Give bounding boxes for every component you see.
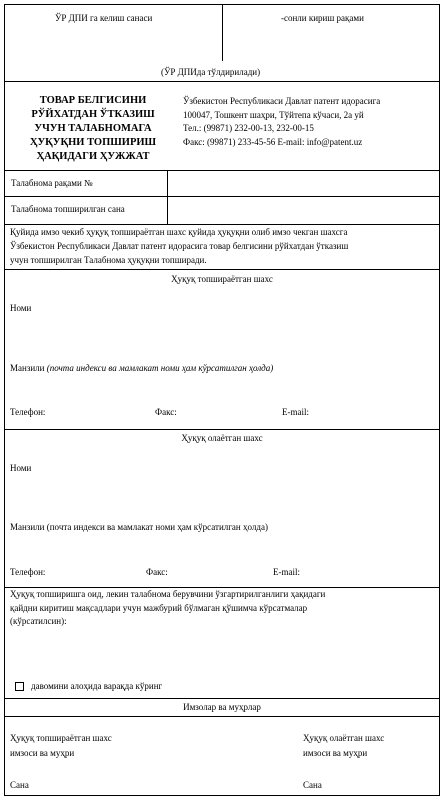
assignor-date-label: Сана [10,780,29,790]
document-title [19,94,167,164]
divider [5,170,439,171]
receipt-date-label: ЎР ДПИ га келиш санаси [55,13,153,23]
office-address [183,95,380,149]
continue-checkbox[interactable] [15,682,24,691]
assignor-email-label: E-mail: [282,407,309,417]
divider [5,269,439,270]
application-number-label: Талабнома рақами № [11,178,93,188]
header-divider [222,5,223,61]
signature-line: Ҳуқуқ олаётган шахс [303,733,385,743]
entry-number-label: -сонли кириш рақами [281,13,364,23]
title-line: РЎЙХАТДАН ЎТКАЗИШ [31,109,155,120]
divider [5,429,439,430]
address-line: Тел.: (99871) 232-00-13, 232-00-15 [183,123,314,133]
title-line: ҲАҚИДАГИ ҲУЖЖАТ [36,151,150,162]
address-label-text: Манзили [10,363,45,373]
statement-line: Қуйида имзо чекиб ҳуқуқ топшираётган шахс қуйида ҳуқуқни олиб имзо чекган шахсга [10,227,348,237]
assignor-fax-label: Факс: [155,407,177,417]
assignor-phone-label: Телефон: [10,407,46,417]
assignor-name-label: Номи [10,303,32,313]
assignee-address-label: Манзили (почта индекси ва мамлакат номи ҳам кўрсатилган ҳолда) [10,522,268,532]
assignee-heading: Ҳуқуқ олаётган шахс [181,433,263,443]
assignee-date-label: Сана [303,780,322,790]
assignor-address-label [10,363,273,373]
statement-line: учун топширилган Талабнома ҳуқуқни топширади. [10,255,207,265]
divider [5,716,439,717]
divider [5,81,439,82]
assignee-phone-label: Телефон: [10,567,46,577]
assignment-form [4,4,440,796]
assignee-signature [303,731,384,761]
assignor-signature [10,731,112,761]
signature-line: имзоси ва муҳри [303,748,368,758]
statement-line: Ўзбекистон Республикаси Давлат патент идорасига товар белгисини рўйхатдан ўтказиш [10,241,349,251]
filled-by-label: (ЎР ДПИда тўлдирилади) [161,67,261,77]
title-line: ҲУҚУҚНИ ТОПШИРИШ [29,137,157,148]
continue-label: давомини алоҳида варақда кўринг [31,681,163,691]
assignee-fax-label: Факс: [146,567,168,577]
filing-date-label: Талабнома топширилган сана [11,204,125,214]
assignee-name-label: Номи [10,463,32,473]
address-hint: (почта индекси ва мамлакат номи ҳам кўрсатилган ҳолда) [46,363,274,373]
signatures-heading: Имзолар ва муҳрлар [183,702,261,712]
assignee-email-label: E-mail: [273,567,300,577]
divider [5,196,439,197]
address-line: Факс: (99871) 233-45-56 E-mail: info@patent.uz [183,136,363,147]
address-line: Ўзбекистон Республикаси Давлат патент идорасига [183,96,381,106]
instructions-line: қайдни киритиш мақсадлари учун мажбурий бўлмаган қўшимча кўрсатмалар [10,602,308,613]
assignor-heading: Ҳуқуқ топшираётган шахс [171,274,273,284]
application-number-field[interactable] [173,173,435,193]
instructions-line: Ҳуқуқ топширишга оид, лекин талабнома берувчини ўзгартирилганлиги ҳақидаги [10,589,326,599]
transfer-statement [10,225,348,267]
signature-line: Ҳуқуқ топшираётган шахс [10,733,112,743]
application-divider [167,170,168,224]
title-line: УЧУН ТАЛАБНОМАГА [34,123,152,134]
divider [5,698,439,699]
signature-line: имзоси ва муҳри [10,748,75,758]
address-line: 100047, Тошкент шаҳри, Тўйтепа кўчаси, 2а уй [183,109,364,120]
filing-date-field[interactable] [173,199,435,219]
additional-instructions [10,588,325,629]
title-line: ТОВАР БЕЛГИСИНИ [39,95,147,106]
instructions-line: (кўрсатилсин): [10,616,67,626]
